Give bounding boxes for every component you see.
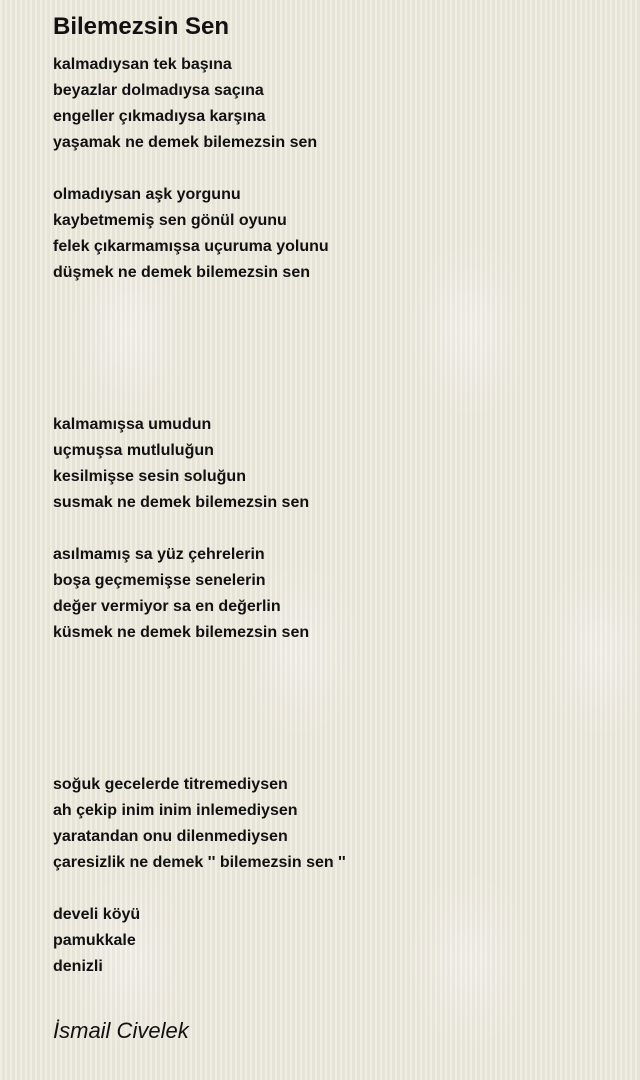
poem-line: kalmadıysan tek başına [53,56,232,73]
stanza-5 [53,772,613,876]
poem-line: kalmamışsa umudun [53,416,212,433]
poem-line: küsmek ne demek bilemezsin sen [53,624,310,641]
poem-line: olmadıysan aşk yorgunu [53,186,241,203]
stanza-4 [53,542,613,646]
stanza-3 [53,412,613,516]
poem-container [53,12,613,980]
stanza-spacer [53,156,613,182]
poem-line: susmak ne demek bilemezsin sen [53,494,310,511]
poem-line: kesilmişse sesin soluğun [53,468,246,485]
poem-line: develi köyü [53,906,141,923]
poem-line: çaresizlik ne demek '' bilemezsin sen '' [53,854,346,871]
poem-line: yaşamak ne demek bilemezsin sen [53,134,318,151]
stanza-2 [53,182,613,286]
poem-line: ah çekip inim inim inlemediysen [53,802,298,819]
stanza-spacer [53,876,613,902]
poem-line: pamukkale [53,932,136,949]
poem-line: felek çıkarmamışsa uçuruma yolunu [53,238,329,255]
stanza-spacer [53,286,613,412]
poem-line: soğuk gecelerde titremediysen [53,776,288,793]
stanza-spacer [53,516,613,542]
poem-title: Bilemezsin Sen [53,13,230,40]
poem-line: değer vermiyor sa en değerlin [53,598,281,615]
poem-line: asılmamış sa yüz çehrelerin [53,546,265,563]
stanza-location [53,902,613,980]
poem-line: düşmek ne demek bilemezsin sen [53,264,310,281]
poem-line: kaybetmemiş sen gönül oyunu [53,212,287,229]
author-name: İsmail Civelek [53,1018,189,1043]
poem-line: yaratandan onu dilenmediysen [53,828,288,845]
poem-body [53,52,613,980]
poem-line: boşa geçmemişse senelerin [53,572,266,589]
poem-line: engeller çıkmadıysa karşına [53,108,266,125]
stanza-spacer [53,646,613,772]
stanza-1 [53,52,613,156]
poem-line: denizli [53,958,103,975]
poem-line: beyazlar dolmadıysa saçına [53,82,264,99]
poem-line: uçmuşsa mutluluğun [53,442,214,459]
